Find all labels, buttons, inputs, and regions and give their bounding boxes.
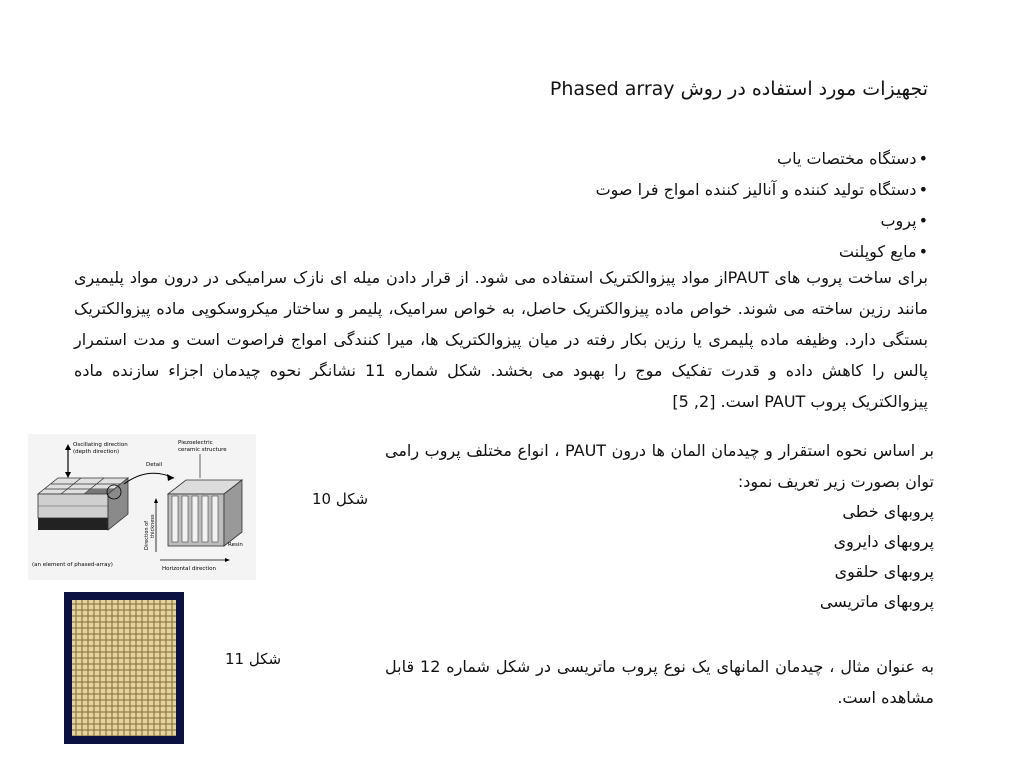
- piezo-label: Piezoelectric: [178, 440, 213, 446]
- list-item: پروبهای ماتریسی: [819, 592, 934, 611]
- list-item: • دستگاه مختصات یاب: [128, 143, 928, 174]
- element-label: (an element of phased-array): [32, 562, 113, 568]
- matrix-probe-paragraph: به عنوان مثال ، چیدمان المانهای یک نوع پروب ماتریسی در شکل شماره 12 قابل مشاهده است.: [385, 657, 934, 707]
- probe-construction-paragraph: برای ساخت پروب های PAUTاز مواد پیزوالکتریک استفاده می شود. از قرار دادن میله ای نازک سرامیکی در درون مواد پلیمیری مانند رزین ساخته می شوند. خواص ماده پیزوالکتریک حاصل، به خواص سرامیک، پلیمر و ساختار میکروسکوپی ماده پیزوالکتریک بستگی دارد. وظیفه ماده پلیمری یا رزین بکار رفته در میان پیزوالکتریک ها، میرا کنندگی امواج فراصوت است و مدت استمرار پالس را کاهش داده و قدرت تفکیک موج را بهبود می بخشد. شکل شماره 11 نشانگر نحوه چیدمان اجزاء سازنده ماده پیزوالکتریک پروب PAUT است. [2, 5]: [74, 268, 929, 411]
- figure-11-caption: شکل 11: [225, 650, 282, 668]
- thickness-label-1: Direction of: [144, 521, 150, 550]
- list-item: • دستگاه تولید کننده و آنالیز کننده امواج فرا صوت: [128, 174, 928, 205]
- figure-10-diagram: [28, 434, 256, 580]
- detail-label: Detail: [146, 462, 163, 468]
- thickness-label-2: thickness: [150, 514, 156, 538]
- slide-title: تجهیزات مورد استفاده در روش Phased array: [549, 78, 928, 100]
- ceramic-label: ceramic structure: [178, 447, 227, 453]
- equipment-list: [128, 143, 928, 267]
- list-item: پروبهای دایروی: [833, 532, 934, 551]
- list-item: پروبهای حلقوی: [834, 562, 934, 581]
- list-item: پروبهای خطی: [842, 502, 934, 521]
- probe-types-list: [534, 497, 934, 617]
- oscillating-label: Oscillating direction: [73, 442, 128, 448]
- list-item: • مایع کوپلنت: [128, 236, 928, 267]
- horizontal-label: Horizontal direction: [162, 566, 216, 572]
- resin-label: Resin: [228, 542, 243, 548]
- figure-11-image: [64, 592, 184, 744]
- probe-types-intro: بر اساس نحوه استقرار و چیدمان المان ها درون PAUT ، انواع مختلف پروب رامی توان بصورت زیر تعریف نمود:: [385, 441, 935, 491]
- figure-10-caption: شکل 10: [312, 490, 369, 508]
- depth-label: (depth direction): [73, 449, 120, 455]
- list-item: • پروب: [128, 205, 928, 236]
